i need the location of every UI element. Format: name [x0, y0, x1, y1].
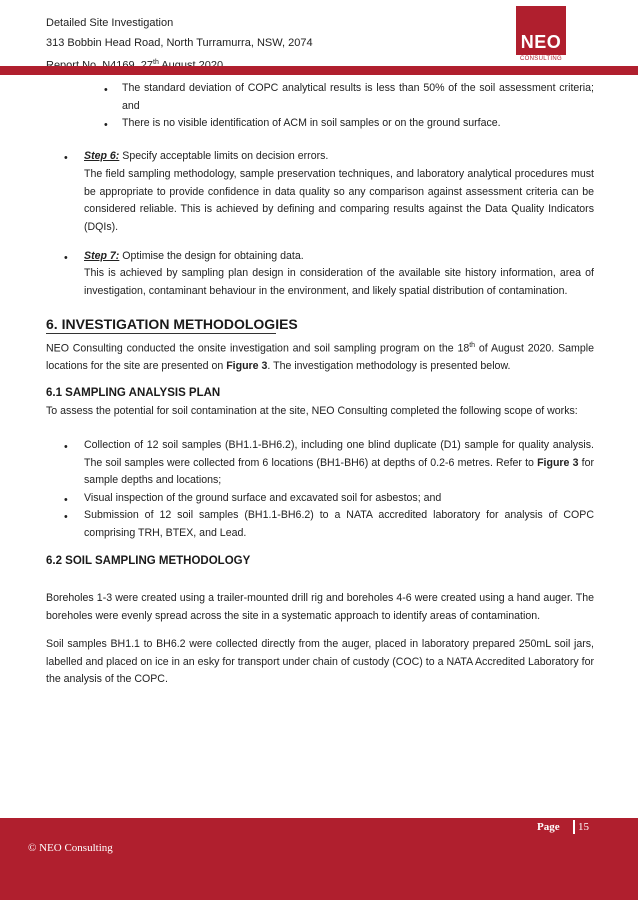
section-6-1-heading: 6.1 SAMPLING ANALYSIS PLAN	[46, 387, 221, 399]
bullet-icon: •	[64, 152, 68, 164]
section-6-2-paragraph-1: Boreholes 1-3 were created using a trailer-mounted drill rig and boreholes 4-6 were created using a hand auger. The boreholes were evenly spread across the site in a systematic approach to identify areas of contamination.	[46, 592, 594, 622]
header-address: 313 Bobbin Head Road, North Turramurra, NSW, 2074	[46, 37, 313, 49]
bullet-icon: •	[64, 441, 68, 453]
step-6-body: The field sampling methodology, sample preservation techniques, and laboratory analytical procedures must be appropriate to provide confidence in data quality so any comparison against assessment criteria can be considered reliable. This is achieved by defining and comparing results against the Data Quality Indicators (DQIs).	[84, 168, 594, 233]
heading-underline	[46, 333, 276, 334]
step-7-title: Step 7: Optimise the design for obtaining data.	[84, 250, 304, 262]
page-separator	[573, 820, 575, 834]
step-7-body: This is achieved by sampling plan design in consideration of the available site history information, area of investigation, contaminant behaviour in the environment, and likely spatial distribution of contamination.	[84, 267, 594, 297]
bullet-icon: •	[64, 494, 68, 506]
header-report-no: th	[153, 59, 159, 66]
logo-mark: NEO	[516, 6, 566, 55]
copyright: © NEO Consulting	[28, 842, 113, 854]
list-item: Submission of 12 soil samples (BH1.1-BH6.2) to a NATA accredited laboratory for analysis of COPC comprising TRH, BTEX, and Lead.	[84, 509, 594, 539]
section-6-heading: 6. INVESTIGATION METHODOLOGIES	[46, 316, 298, 332]
section-6-paragraph: NEO Consulting conducted the onsite investigation and soil sampling program on the 18th of August 2020. Sample locations for the site are presented on Figure 3. The investigation methodology is presented below.	[46, 342, 594, 373]
neo-logo	[516, 6, 570, 62]
list-item: Collection of 12 soil samples (BH1.1-BH6.2), including one blind duplicate (D1) sample for quality analysis. The soil samples were collected from 6 locations (BH1-BH6) at depths of 0.2-6 metres. Refer to Figure 3 for sample depths and locations;	[84, 439, 594, 486]
list-item: Visual inspection of the ground surface and excavated soil for asbestos; and	[84, 492, 442, 504]
header-rule	[0, 66, 638, 75]
list-item: There is no visible identification of ACM in soil samples or on the ground surface.	[122, 117, 501, 129]
list-item: The standard deviation of COPC analytical results is less than 50% of the soil assessment criteria; and	[122, 82, 594, 112]
step-6-title: Step 6: Specify acceptable limits on decision errors.	[84, 150, 329, 162]
bullet-icon: •	[64, 511, 68, 523]
page-label: Page	[537, 821, 560, 833]
section-6-2-heading: 6.2 SOIL SAMPLING METHODOLOGY	[46, 555, 251, 567]
bullet-icon: •	[64, 252, 68, 264]
logo-subtitle: CONSULTING	[520, 56, 562, 62]
header-title: Detailed Site Investigation	[46, 17, 174, 29]
bullet-icon: •	[104, 84, 108, 96]
section-6-1-intro: To assess the potential for soil contamination at the site, NEO Consulting completed the following scope of works:	[46, 405, 578, 417]
bullet-icon: •	[104, 119, 108, 131]
section-6-2-paragraph-2: Soil samples BH1.1 to BH6.2 were collected directly from the auger, placed in laboratory prepared 250mL soil jars, labelled and placed on ice in an esky for transport under chain of custody (COC) to a NATA Accredited Laboratory for the analysis of the COPC.	[46, 638, 594, 685]
page-number: 15	[578, 821, 589, 833]
